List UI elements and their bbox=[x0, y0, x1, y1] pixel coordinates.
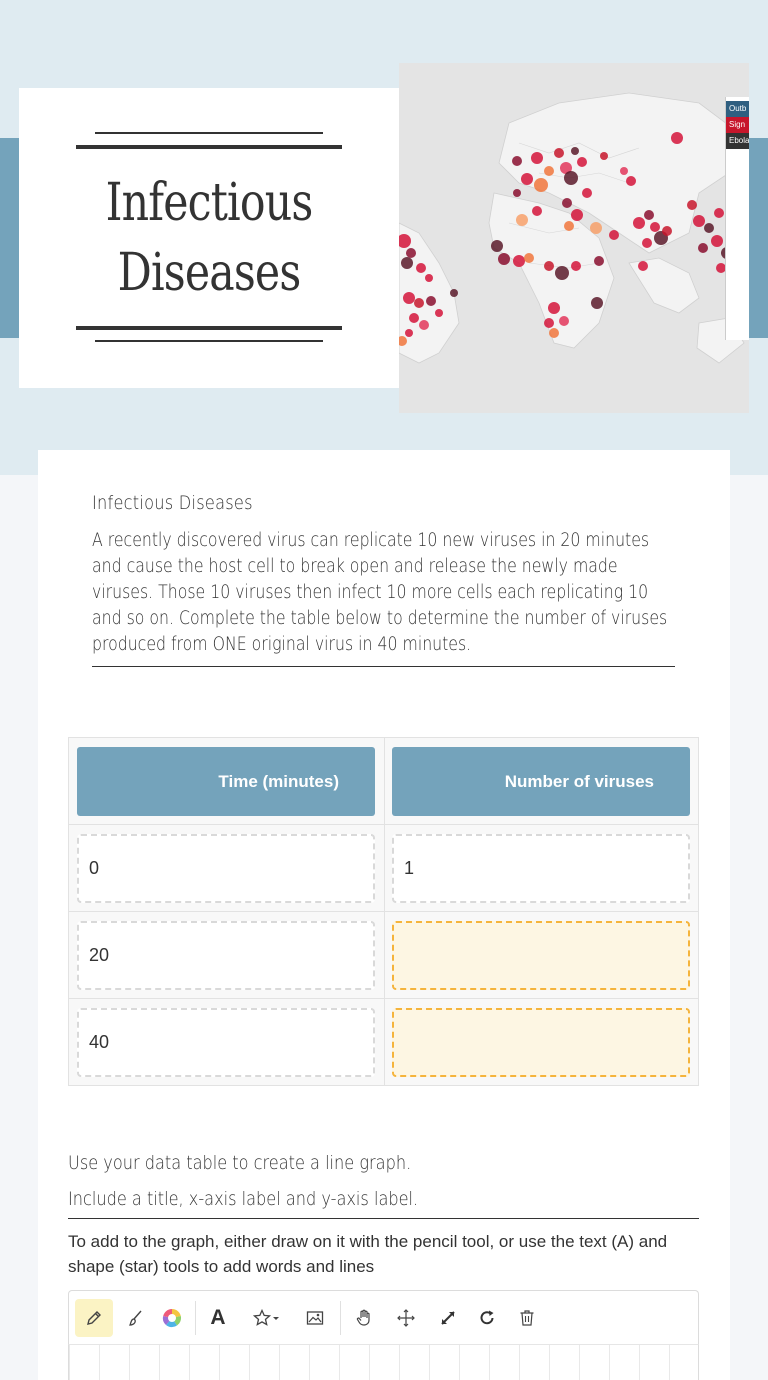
graph-divider bbox=[68, 1218, 699, 1219]
page-title-line2: Diseases bbox=[117, 243, 301, 303]
legend-item-sign: Sign bbox=[726, 117, 749, 133]
legend-item-ebola: Ebola bbox=[726, 133, 749, 149]
brush-icon bbox=[127, 1309, 145, 1327]
star-icon bbox=[253, 1309, 283, 1327]
color-wheel-icon bbox=[162, 1308, 182, 1328]
drawing-toolbar bbox=[68, 1290, 699, 1344]
data-table bbox=[68, 737, 699, 1086]
pencil-tool-button[interactable] bbox=[75, 1299, 113, 1337]
graph-instructions: To add to the graph, either draw on it with the pencil tool, or use the text (A) and shape (star) tools to add words and lines bbox=[68, 1232, 668, 1276]
legend-item-outbreak: Outb bbox=[726, 101, 749, 117]
graph-prompt-line2: Include a title, x-axis label and y-axis label. bbox=[68, 1188, 419, 1210]
image-icon bbox=[306, 1309, 324, 1327]
table-row-divider bbox=[69, 824, 698, 825]
graph-prompt-line1: Use your data table to create a line graph. bbox=[68, 1152, 412, 1174]
toolbar-separator bbox=[340, 1301, 341, 1335]
resize-tool-button[interactable] bbox=[429, 1299, 467, 1337]
graph-prompt bbox=[68, 1145, 510, 1217]
text-tool-button[interactable] bbox=[199, 1299, 237, 1337]
trash-icon bbox=[518, 1309, 536, 1327]
table-header-time: Time (minutes) bbox=[77, 747, 375, 816]
cell-time-row1[interactable]: 0 bbox=[77, 834, 375, 903]
title-rule-top-thin bbox=[95, 132, 323, 134]
answer-input-viruses-row2[interactable] bbox=[392, 921, 690, 990]
pencil-icon bbox=[85, 1309, 103, 1327]
cell-time-row3[interactable]: 40 bbox=[77, 1008, 375, 1077]
title-rule-bottom-thick bbox=[76, 326, 342, 330]
cell-viruses-row1[interactable]: 1 bbox=[392, 834, 690, 903]
resize-icon bbox=[439, 1309, 457, 1327]
drawing-canvas[interactable] bbox=[68, 1344, 699, 1380]
brush-tool-button[interactable] bbox=[117, 1299, 155, 1337]
title-rule-bottom-thin bbox=[95, 340, 323, 342]
outbreak-map-image bbox=[399, 63, 749, 413]
move-tool-button[interactable] bbox=[387, 1299, 425, 1337]
color-picker-button[interactable] bbox=[153, 1299, 191, 1337]
intro-body: A recently discovered virus can replicate 10 new viruses in 20 minutes and cause the host cell to break open and release the newly made viruses. Those 10 viruses then infect 10 more cells each replicating 10 and so on. Complete the table below to determine the number of viruses produced from ONE original virus in 40 minutes. bbox=[92, 530, 668, 655]
answer-input-viruses-row3[interactable] bbox=[392, 1008, 690, 1077]
rotate-tool-button[interactable] bbox=[468, 1299, 506, 1337]
hand-icon bbox=[355, 1309, 373, 1327]
shape-tool-button[interactable] bbox=[245, 1299, 291, 1337]
rotate-icon bbox=[478, 1309, 496, 1327]
page-title-line1: Infectious bbox=[105, 173, 313, 233]
toolbar-separator bbox=[195, 1301, 196, 1335]
cell-time-row2[interactable]: 20 bbox=[77, 921, 375, 990]
table-header-viruses: Number of viruses bbox=[392, 747, 690, 816]
table-row-divider bbox=[69, 911, 698, 912]
intro-title: Infectious Diseases bbox=[92, 492, 253, 514]
title-rule-top-thick bbox=[76, 145, 342, 149]
hand-tool-button[interactable] bbox=[345, 1299, 383, 1337]
move-icon bbox=[397, 1309, 415, 1327]
text-icon: A bbox=[210, 1306, 226, 1329]
page-title bbox=[53, 168, 365, 308]
map-legend bbox=[725, 97, 749, 340]
intro-divider bbox=[92, 666, 675, 667]
image-tool-button[interactable] bbox=[296, 1299, 334, 1337]
table-row-divider bbox=[69, 998, 698, 999]
delete-tool-button[interactable] bbox=[508, 1299, 546, 1337]
